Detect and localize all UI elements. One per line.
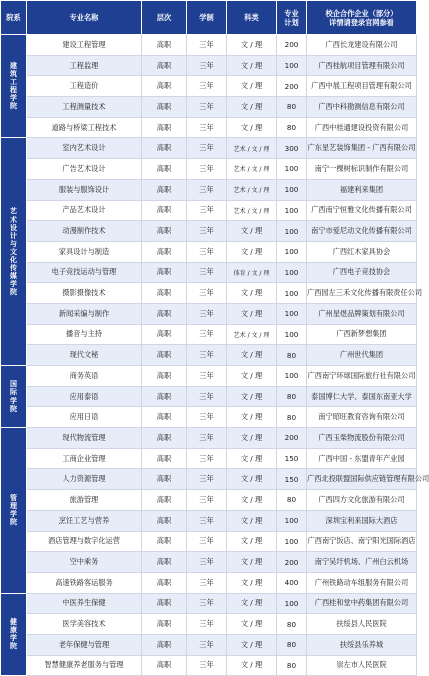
duration-cell: 三年 (187, 366, 227, 387)
table-row (1, 614, 417, 635)
major-cell: 家具设计与制造 (27, 241, 142, 262)
level-cell: 高职 (142, 262, 187, 283)
major-cell: 高速铁路客运服务 (27, 572, 142, 593)
major-cell: 医学美容技术 (27, 614, 142, 635)
table-row (1, 241, 417, 262)
table-row (1, 407, 417, 428)
level-cell: 高职 (142, 448, 187, 469)
plan-cell: 100 (277, 366, 307, 387)
category-cell: 艺术 / 文 / 理 (227, 159, 277, 180)
duration-cell: 三年 (187, 55, 227, 76)
college-cell (1, 428, 27, 594)
level-cell: 高职 (142, 552, 187, 573)
partner-cell: 广西南宁恒雅文化传播有限公司 (307, 200, 417, 221)
college-label: 艺术设计与文化传媒学院 (10, 207, 17, 296)
college-label: 国际学院 (10, 380, 17, 413)
major-cell: 中医养生保健 (27, 593, 142, 614)
plan-cell: 80 (277, 345, 307, 366)
duration-cell: 三年 (187, 614, 227, 635)
major-cell: 建设工程管理 (27, 35, 142, 56)
table-row (1, 634, 417, 655)
category-cell: 艺术 / 文 / 理 (227, 179, 277, 200)
level-cell: 高职 (142, 324, 187, 345)
partner-cell: 广西中科勘测信息有限公司 (307, 97, 417, 118)
level-cell: 高职 (142, 407, 187, 428)
partner-cell: 广西长龙建设有限公司 (307, 35, 417, 56)
major-cell: 服装与服饰设计 (27, 179, 142, 200)
partner-cell: 广西北投联盟国际供应链管理有限公司 (307, 469, 417, 490)
level-cell: 高职 (142, 531, 187, 552)
table-row (1, 386, 417, 407)
level-cell: 高职 (142, 55, 187, 76)
major-cell: 商务英语 (27, 366, 142, 387)
partner-cell: 广西桂和堂中药集团有限公司 (307, 593, 417, 614)
plan-cell: 80 (277, 386, 307, 407)
partner-cell: 南宁吴圩机场、广州白云机场 (307, 552, 417, 573)
category-cell: 艺术 / 文 / 理 (227, 200, 277, 221)
table-row (1, 593, 417, 614)
level-cell: 高职 (142, 386, 187, 407)
duration-cell: 三年 (187, 76, 227, 97)
table-row (1, 262, 417, 283)
plan-cell: 300 (277, 138, 307, 159)
level-cell: 高职 (142, 428, 187, 449)
duration-cell: 三年 (187, 655, 227, 676)
table-row (1, 159, 417, 180)
major-cell: 播音与主持 (27, 324, 142, 345)
major-cell: 旅游管理 (27, 490, 142, 511)
duration-cell: 三年 (187, 634, 227, 655)
plan-cell: 400 (277, 572, 307, 593)
partner-cell: 广西电子竞技协会 (307, 262, 417, 283)
table-row (1, 572, 417, 593)
header-plan-line2: 计划 (284, 17, 299, 27)
level-cell: 高职 (142, 655, 187, 676)
category-cell: 文 / 理 (227, 283, 277, 304)
duration-cell: 三年 (187, 531, 227, 552)
partner-cell: 广西玉柴物流股份有限公司 (307, 428, 417, 449)
table-row (1, 448, 417, 469)
category-cell: 文 / 理 (227, 117, 277, 138)
plan-cell: 80 (277, 490, 307, 511)
table-row (1, 117, 417, 138)
duration-cell: 三年 (187, 221, 227, 242)
major-cell: 现代文秘 (27, 345, 142, 366)
plan-cell: 100 (277, 531, 307, 552)
partner-cell: 扶绥县人民医院 (307, 614, 417, 635)
duration-cell: 三年 (187, 97, 227, 118)
header-partner-line2: 详情请登录官网参看 (329, 17, 394, 27)
partner-cell: 广东星艺装饰集团 - 广西有限公司 (307, 138, 417, 159)
level-cell: 高职 (142, 366, 187, 387)
plan-cell: 100 (277, 593, 307, 614)
category-cell: 文 / 理 (227, 76, 277, 97)
table-row (1, 138, 417, 159)
partner-cell: 广州星煜品牌策划有限公司 (307, 303, 417, 324)
category-cell: 文 / 理 (227, 448, 277, 469)
table-row (1, 97, 417, 118)
duration-cell: 三年 (187, 407, 227, 428)
plan-cell: 80 (277, 634, 307, 655)
plan-cell: 200 (277, 35, 307, 56)
plan-cell: 100 (277, 221, 307, 242)
partner-cell: 深圳宝利来国际大酒店 (307, 510, 417, 531)
duration-cell: 三年 (187, 117, 227, 138)
college-label: 管理学院 (10, 494, 17, 527)
plan-cell: 80 (277, 655, 307, 676)
plan-cell: 80 (277, 97, 307, 118)
duration-cell: 三年 (187, 35, 227, 56)
duration-cell: 三年 (187, 283, 227, 304)
major-cell: 室内艺术设计 (27, 138, 142, 159)
header-plan-line1: 专业 (284, 8, 299, 18)
college-cell (1, 35, 27, 138)
duration-cell: 三年 (187, 552, 227, 573)
header-partner (307, 1, 417, 35)
header-major: 专业名称 (27, 1, 142, 35)
partner-cell: 广西四方文化旅游有限公司 (307, 490, 417, 511)
major-cell: 摄影摄像技术 (27, 283, 142, 304)
category-cell: 文 / 理 (227, 593, 277, 614)
header-category: 科类 (227, 1, 277, 35)
level-cell: 高职 (142, 283, 187, 304)
table-row (1, 179, 417, 200)
major-cell: 动漫制作技术 (27, 221, 142, 242)
table-row (1, 221, 417, 242)
major-cell: 老年保健与管理 (27, 634, 142, 655)
level-cell: 高职 (142, 76, 187, 97)
table-header-row (1, 1, 417, 35)
partner-cell: 广西中国 - 东盟青年产业园 (307, 448, 417, 469)
duration-cell: 三年 (187, 241, 227, 262)
major-cell: 人力资源管理 (27, 469, 142, 490)
table-row (1, 35, 417, 56)
partner-cell: 泰国博仁大学、泰国东南亚大学 (307, 386, 417, 407)
level-cell: 高职 (142, 179, 187, 200)
category-cell: 文 / 理 (227, 241, 277, 262)
category-cell: 文 / 理 (227, 407, 277, 428)
plan-cell: 200 (277, 428, 307, 449)
major-cell: 电子竞技运动与管理 (27, 262, 142, 283)
partner-cell: 广州世代集团 (307, 345, 417, 366)
partner-cell: 南宁昭旺教育咨询有限公司 (307, 407, 417, 428)
college-cell (1, 138, 27, 366)
partner-cell: 广西南宁饭店、南宁阳光国际酒店 (307, 531, 417, 552)
plan-cell: 100 (277, 200, 307, 221)
plan-cell: 100 (277, 179, 307, 200)
major-cell: 应用日语 (27, 407, 142, 428)
table-row (1, 366, 417, 387)
category-cell: 文 / 理 (227, 55, 277, 76)
plan-cell: 200 (277, 76, 307, 97)
table-row (1, 76, 417, 97)
major-cell: 烹饪工艺与营养 (27, 510, 142, 531)
category-cell: 文 / 理 (227, 386, 277, 407)
partner-cell: 广西新梦想集团 (307, 324, 417, 345)
plan-cell: 200 (277, 552, 307, 573)
table-row (1, 490, 417, 511)
level-cell: 高职 (142, 159, 187, 180)
header-partner-line1: 校企合作企业（部分） (325, 8, 398, 18)
level-cell: 高职 (142, 221, 187, 242)
level-cell: 高职 (142, 510, 187, 531)
level-cell: 高职 (142, 490, 187, 511)
table-row (1, 552, 417, 573)
category-cell: 文 / 理 (227, 490, 277, 511)
category-cell: 文 / 理 (227, 428, 277, 449)
duration-cell: 三年 (187, 324, 227, 345)
duration-cell: 三年 (187, 469, 227, 490)
table-row (1, 345, 417, 366)
category-cell: 文 / 理 (227, 655, 277, 676)
major-cell: 现代物流管理 (27, 428, 142, 449)
category-cell: 文 / 理 (227, 97, 277, 118)
partner-cell: 福建利来集团 (307, 179, 417, 200)
plan-cell: 80 (277, 614, 307, 635)
plan-cell: 80 (277, 407, 307, 428)
major-cell: 应用泰语 (27, 386, 142, 407)
category-cell: 文 / 理 (227, 366, 277, 387)
duration-cell: 三年 (187, 138, 227, 159)
duration-cell: 三年 (187, 448, 227, 469)
partner-cell: 广西中桂通建设投资有限公司 (307, 117, 417, 138)
level-cell: 高职 (142, 117, 187, 138)
duration-cell: 三年 (187, 303, 227, 324)
level-cell: 高职 (142, 97, 187, 118)
partner-cell: 广州铁路动车组服务有限公司 (307, 572, 417, 593)
level-cell: 高职 (142, 469, 187, 490)
level-cell: 高职 (142, 572, 187, 593)
major-cell: 道路与桥梁工程技术 (27, 117, 142, 138)
table-row (1, 324, 417, 345)
plan-cell: 100 (277, 283, 307, 304)
plan-cell: 100 (277, 55, 307, 76)
duration-cell: 三年 (187, 262, 227, 283)
duration-cell: 三年 (187, 490, 227, 511)
header-duration: 学制 (187, 1, 227, 35)
table-row (1, 655, 417, 676)
category-cell: 文 / 理 (227, 614, 277, 635)
college-cell (1, 366, 27, 428)
category-cell: 文 / 理 (227, 510, 277, 531)
plan-cell: 100 (277, 262, 307, 283)
partner-cell: 南宁一棵树标识制作有限公司 (307, 159, 417, 180)
category-cell: 文 / 理 (227, 345, 277, 366)
college-label: 建筑工程学院 (10, 62, 17, 111)
table-body (1, 35, 429, 676)
level-cell: 高职 (142, 241, 187, 262)
level-cell: 高职 (142, 593, 187, 614)
partner-cell: 广西桂航项目管理有限公司 (307, 55, 417, 76)
category-cell: 文 / 理 (227, 303, 277, 324)
level-cell: 高职 (142, 35, 187, 56)
major-cell: 工商企业管理 (27, 448, 142, 469)
duration-cell: 三年 (187, 428, 227, 449)
partner-cell: 崇左市人民医院 (307, 655, 417, 676)
level-cell: 高职 (142, 634, 187, 655)
level-cell: 高职 (142, 200, 187, 221)
plan-cell: 80 (277, 117, 307, 138)
college-cell (1, 593, 27, 676)
category-cell: 文 / 理 (227, 531, 277, 552)
duration-cell: 三年 (187, 593, 227, 614)
level-cell: 高职 (142, 138, 187, 159)
major-cell: 智慧健康养老服务与管理 (27, 655, 142, 676)
table-row (1, 283, 417, 304)
header-college: 院系 (1, 1, 27, 35)
major-cell: 新闻采编与制作 (27, 303, 142, 324)
partner-cell: 广西红木家具协会 (307, 241, 417, 262)
table-row (1, 531, 417, 552)
category-cell: 文 / 理 (227, 572, 277, 593)
duration-cell: 三年 (187, 179, 227, 200)
major-cell: 广告艺术设计 (27, 159, 142, 180)
plan-cell: 150 (277, 469, 307, 490)
duration-cell: 三年 (187, 200, 227, 221)
category-cell: 文 / 理 (227, 469, 277, 490)
level-cell: 高职 (142, 345, 187, 366)
category-cell: 体育 / 文 / 理 (227, 262, 277, 283)
major-cell: 工程造价 (27, 76, 142, 97)
partner-cell: 广西南宁环球国际旅行社有限公司 (307, 366, 417, 387)
level-cell: 高职 (142, 303, 187, 324)
plan-cell: 100 (277, 303, 307, 324)
plan-cell: 100 (277, 324, 307, 345)
table-row (1, 469, 417, 490)
partner-cell: 南宁市爱尼动文化传播有限公司 (307, 221, 417, 242)
plan-cell: 100 (277, 510, 307, 531)
plan-cell: 100 (277, 159, 307, 180)
plan-cell: 100 (277, 241, 307, 262)
header-level: 层次 (142, 1, 187, 35)
category-cell: 文 / 理 (227, 552, 277, 573)
duration-cell: 三年 (187, 345, 227, 366)
college-label: 健康学院 (10, 618, 17, 651)
duration-cell: 三年 (187, 386, 227, 407)
major-cell: 酒店管理与数字化运营 (27, 531, 142, 552)
major-cell: 产品艺术设计 (27, 200, 142, 221)
major-cell: 工程测量技术 (27, 97, 142, 118)
partner-cell: 扶绥县乐养城 (307, 634, 417, 655)
duration-cell: 三年 (187, 159, 227, 180)
duration-cell: 三年 (187, 572, 227, 593)
plan-cell: 150 (277, 448, 307, 469)
partner-cell: 广西园左三禾文化传播有限责任公司 (307, 283, 417, 304)
table-row (1, 303, 417, 324)
header-plan (277, 1, 307, 35)
table-row (1, 55, 417, 76)
table-row (1, 200, 417, 221)
major-cell: 工程监理 (27, 55, 142, 76)
table-row (1, 428, 417, 449)
duration-cell: 三年 (187, 510, 227, 531)
partner-cell: 广西中展工程项目管理有限公司 (307, 76, 417, 97)
category-cell: 文 / 理 (227, 221, 277, 242)
category-cell: 文 / 理 (227, 634, 277, 655)
category-cell: 艺术 / 文 / 理 (227, 138, 277, 159)
major-cell: 空中乘务 (27, 552, 142, 573)
category-cell: 文 / 理 (227, 35, 277, 56)
level-cell: 高职 (142, 614, 187, 635)
category-cell: 艺术 / 文 / 理 (227, 324, 277, 345)
table-row (1, 510, 417, 531)
